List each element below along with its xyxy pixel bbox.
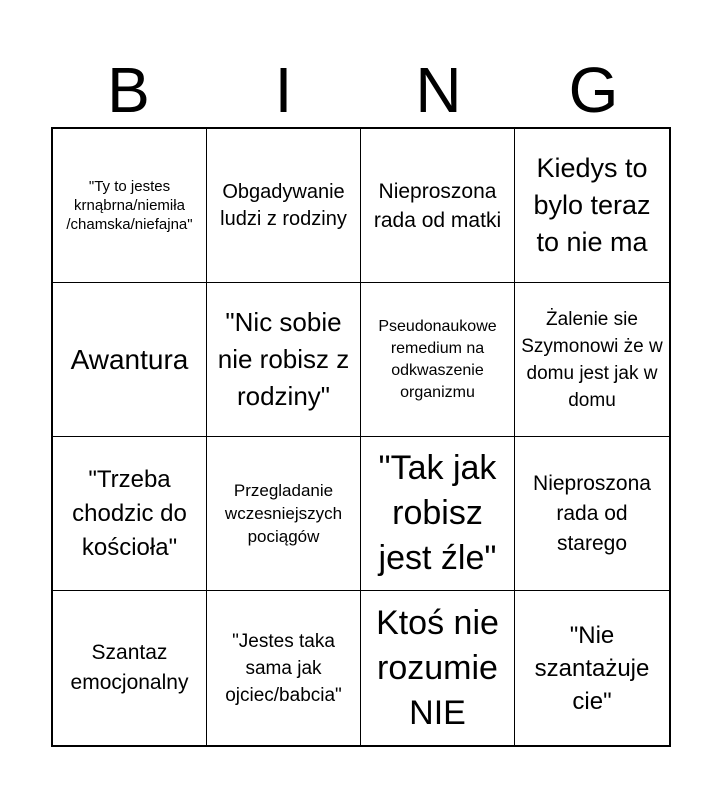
cell-text: Awantura — [70, 344, 189, 375]
cell-text: "Nie szantażuje cie" — [534, 621, 650, 715]
cell-text: Nieproszona rada od starego — [533, 471, 651, 555]
bingo-cell[interactable] — [515, 129, 669, 283]
cell-text: Ktoś nie rozumie NIE — [376, 603, 499, 732]
bingo-cell[interactable] — [515, 283, 669, 437]
bingo-cell[interactable] — [207, 591, 361, 745]
cell-text: "Trzeba chodzic do kościoła" — [72, 465, 187, 561]
header-letter-b: B — [107, 54, 150, 126]
bingo-cell[interactable] — [207, 437, 361, 591]
bingo-cell[interactable] — [515, 591, 669, 745]
bingo-cell[interactable] — [515, 437, 669, 591]
bingo-header — [51, 52, 671, 128]
cell-text: Kiedys to bylo teraz to nie ma — [533, 153, 651, 257]
cell-text: "Tak jak robisz jest źle" — [378, 449, 497, 577]
bingo-grid — [51, 127, 671, 747]
bingo-cell[interactable] — [361, 283, 515, 437]
cell-text: Żalenie sie Szymonowi że w domu jest jak w domu — [521, 308, 663, 411]
bingo-cell[interactable] — [53, 437, 207, 591]
bingo-cell[interactable] — [53, 591, 207, 745]
cell-text: Obgadywanie ludzi z rodziny — [220, 180, 347, 230]
cell-text: Nieproszona rada od matki — [373, 179, 502, 232]
cell-text: Pseudonaukowe remedium na odkwaszenie organizmu — [378, 317, 497, 401]
header-letter-g: G — [568, 54, 619, 126]
cell-text: "Nic sobie nie robisz z rodziny" — [217, 307, 350, 411]
cell-text: Przegladanie wczesniejszych pociągów — [224, 481, 343, 546]
bingo-cell[interactable] — [361, 129, 515, 283]
bingo-cell[interactable] — [361, 437, 515, 591]
header-letter-i: I — [274, 54, 293, 126]
bingo-cell[interactable] — [53, 283, 207, 437]
cell-text: "Ty to jestes krnąbrna/niemiła /chamska/niefajna" — [66, 178, 193, 233]
bingo-cell[interactable] — [361, 591, 515, 745]
cell-text: "Jestes taka sama jak ojciec/babcia" — [225, 630, 342, 706]
bingo-cell[interactable] — [207, 283, 361, 437]
header-letter-n: N — [415, 54, 462, 126]
bingo-cell[interactable] — [53, 129, 207, 283]
cell-text: Szantaz emocjonalny — [70, 641, 189, 694]
bingo-cell[interactable] — [207, 129, 361, 283]
